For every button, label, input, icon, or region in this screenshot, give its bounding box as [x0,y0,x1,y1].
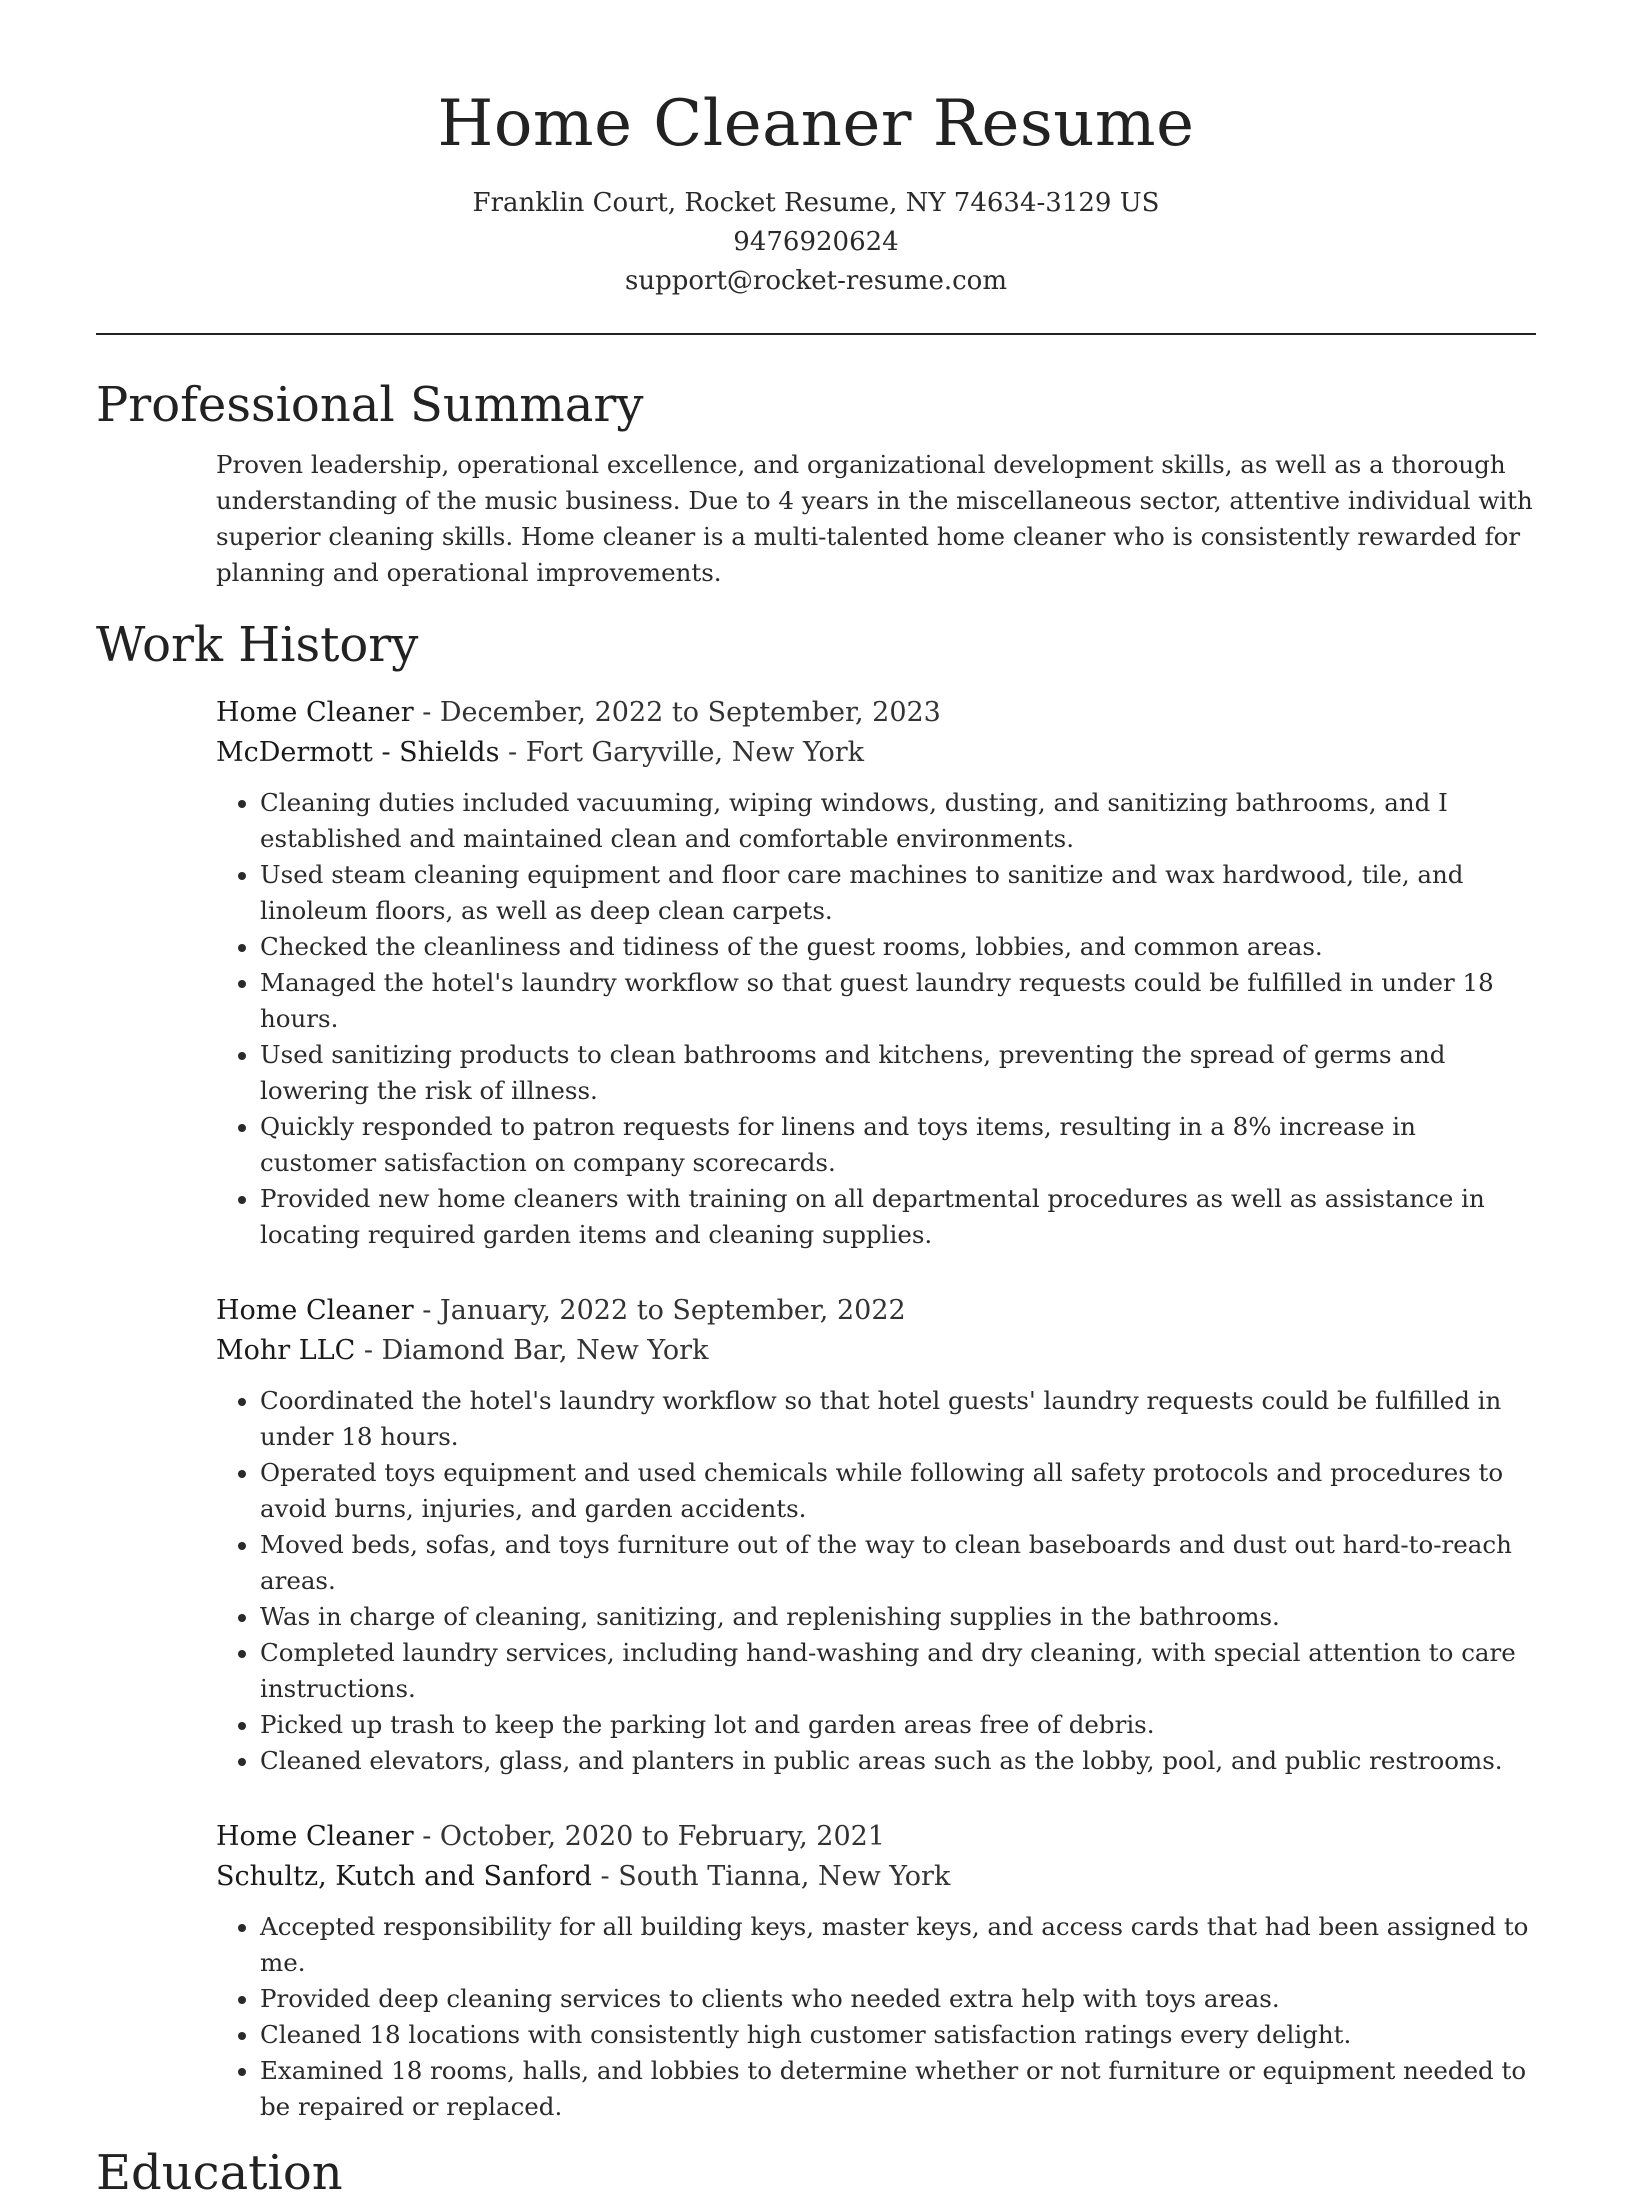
contact-block [96,184,1536,301]
job-company: Mohr LLC [216,1335,356,1366]
summary-heading: Professional Summary [96,377,644,433]
contact-email: support@rocket-resume.com [624,266,1007,296]
job-company-line [216,1857,1536,1897]
education-heading: Education [96,2145,343,2201]
education-section [96,2143,1536,2203]
job-location: - Diamond Bar, New York [355,1335,709,1366]
job-role: Home Cleaner [216,697,414,728]
job-bullet: • Completed laundry services, including hand-washing and dry cleaning, with special attention to care instructions. [260,1635,1536,1707]
job-title-line [216,1291,1536,1331]
resume-page [96,0,1536,2203]
job-location: - South Tianna, New York [591,1861,951,1892]
job-entry [216,1817,1536,2125]
job-bullet: • Examined 18 rooms, halls, and lobbies to determine whether or not furniture or equipment needed to be repaired or replaced. [260,2053,1536,2125]
job-bullet: • Provided new home cleaners with training on all departmental procedures as well as assistance in locating required garden items and cleaning supplies. [260,1181,1536,1253]
job-title-line [216,693,1536,733]
job-bullet: • Cleaning duties included vacuuming, wiping windows, dusting, and sanitizing bathrooms, and I established and maintained clean and comfortable environments. [260,785,1536,857]
resume-header [96,0,1536,301]
job-bullet: • Used steam cleaning equipment and floor care machines to sanitize and wax hardwood, tile, and linoleum floors, as well as deep clean carpets. [260,857,1536,929]
job-bullet: • Provided deep cleaning services to clients who needed extra help with toys areas. [260,1981,1536,2017]
job-role: Home Cleaner [216,1821,414,1852]
job-bullet: • Checked the cleanliness and tidiness of the guest rooms, lobbies, and common areas. [260,929,1536,965]
job-dates: - October, 2020 to February, 2021 [413,1821,885,1852]
work-history-section [96,615,1536,2125]
resume-title: Home Cleaner Resume [437,87,1195,161]
job-company: Schultz, Kutch and Sanford [216,1861,592,1892]
job-dates: - December, 2022 to September, 2023 [413,697,941,728]
job-bullet: • Accepted responsibility for all building keys, master keys, and access cards that had been assigned to me. [260,1909,1536,1981]
job-title-line [216,1817,1536,1857]
job-location: - Fort Garyville, New York [499,737,864,768]
job-company-line [216,1331,1536,1371]
job-bullet: • Quickly responded to patron requests for linens and toys items, resulting in a 8% increase in customer satisfaction on company scorecards. [260,1109,1536,1181]
job-bullets [216,1383,1536,1779]
job-bullets [216,1909,1536,2125]
job-entry [216,693,1536,1253]
job-company-line [216,733,1536,773]
summary-section [96,375,1536,591]
job-bullet: • Managed the hotel's laundry workflow so that guest laundry requests could be fulfilled in under 18 hours. [260,965,1536,1037]
job-bullet: • Cleaned 18 locations with consistently high customer satisfaction ratings every delight. [260,2017,1536,2053]
job-bullet: • Used sanitizing products to clean bathrooms and kitchens, preventing the spread of germs and lowering the risk of illness. [260,1037,1536,1109]
job-bullets [216,785,1536,1253]
job-entry [216,1291,1536,1779]
job-company: McDermott - Shields [216,737,500,768]
job-bullet: • Moved beds, sofas, and toys furniture out of the way to clean baseboards and dust out hard-to-reach areas. [260,1527,1536,1599]
job-bullet: • Cleaned elevators, glass, and planters in public areas such as the lobby, pool, and public restrooms. [260,1743,1536,1779]
contact-phone: 9476920624 [733,227,899,257]
job-role: Home Cleaner [216,1295,414,1326]
job-bullet: • Picked up trash to keep the parking lot and garden areas free of debris. [260,1707,1536,1743]
summary-text: Proven leadership, operational excellence, and organizational development skills, as well as a thorough understanding of the music business. Due to 4 years in the miscellaneous sector, attentive individual with superior cleaning skills. Home cleaner is a multi-talented home cleaner who is consistently rewarded for planning and operational improvements. [216,450,1533,587]
job-bullet: • Was in charge of cleaning, sanitizing, and replenishing supplies in the bathrooms. [260,1599,1536,1635]
job-bullet: • Operated toys equipment and used chemicals while following all safety protocols and procedures to avoid burns, injuries, and garden accidents. [260,1455,1536,1527]
job-bullet: • Coordinated the hotel's laundry workflow so that hotel guests' laundry requests could be fulfilled in under 18 hours. [260,1383,1536,1455]
job-dates: - January, 2022 to September, 2022 [413,1295,906,1326]
work-history-heading: Work History [96,617,419,673]
header-divider [96,333,1536,335]
contact-address: Franklin Court, Rocket Resume, NY 74634-3129 US [472,188,1160,218]
